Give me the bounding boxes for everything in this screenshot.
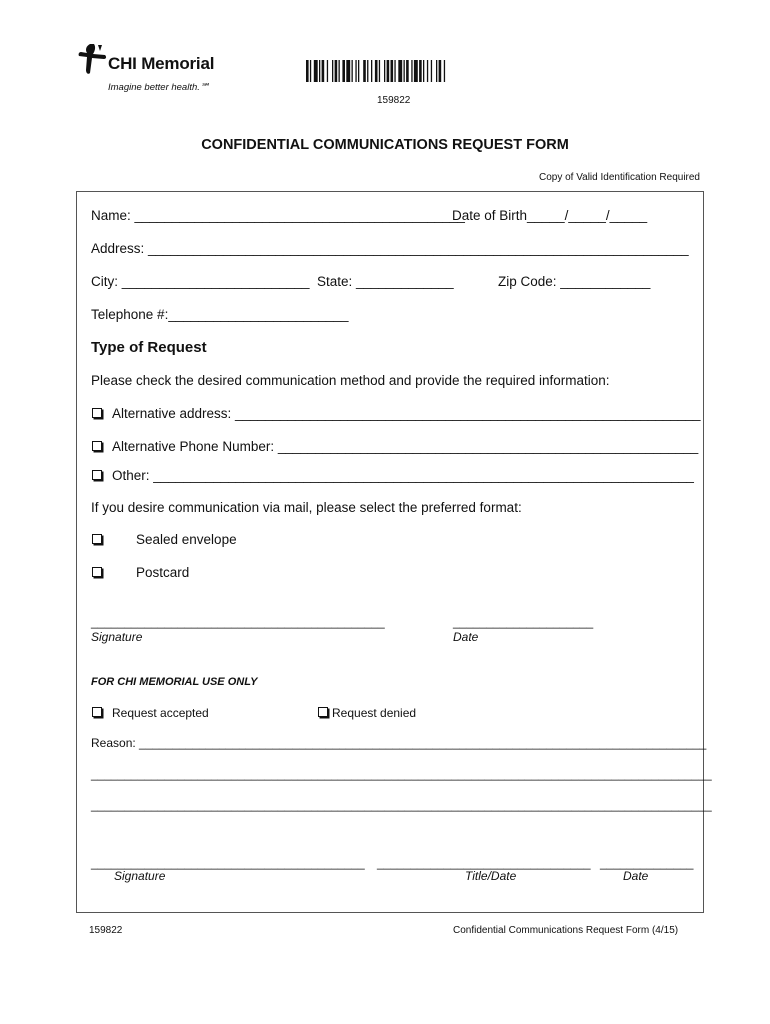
alt-address-option[interactable]: [92, 406, 701, 421]
type-of-request-heading: Type of Request: [91, 339, 207, 356]
barcode-bar: [346, 60, 350, 82]
mail-format-instruction: If you desire communication via mail, please select the preferred format:: [91, 500, 522, 515]
request-accepted-checkbox[interactable]: [92, 707, 102, 717]
barcode-bar: [411, 60, 412, 82]
state-field[interactable]: State: _____________: [317, 274, 454, 289]
postcard-checkbox[interactable]: [92, 567, 102, 577]
barcode-bar: [367, 60, 368, 82]
sealed-envelope-label: Sealed envelope: [136, 532, 237, 547]
office-title-date-label: Title/Date: [465, 869, 517, 883]
alt-address-checkbox[interactable]: [92, 408, 102, 418]
footer-form-name: Confidential Communications Request Form (4/15): [453, 925, 679, 936]
other-label: Other: ________________________________________________________________________: [112, 468, 694, 483]
postcard-label: Postcard: [136, 565, 190, 580]
city-field[interactable]: City: _________________________: [91, 274, 310, 289]
office-title-date-line[interactable]: ________________________________: [377, 856, 591, 870]
office-signature-label: Signature: [114, 869, 166, 883]
barcode-bar: [310, 60, 311, 82]
barcode-bar: [379, 60, 380, 82]
barcode-number: 159822: [377, 95, 411, 106]
request-instruction: Please check the desired communication method and provide the required information:: [91, 373, 610, 388]
barcode-bar: [327, 60, 328, 82]
id-required-note: Copy of Valid Identification Required: [538, 172, 700, 183]
barcode-bar: [423, 60, 424, 82]
office-signature-line[interactable]: _________________________________________: [91, 856, 365, 870]
office-use-heading: FOR CHI MEMORIAL USE ONLY: [91, 676, 258, 688]
postcard-option[interactable]: [92, 565, 189, 580]
barcode-bar: [314, 60, 318, 82]
barcode-bar: [375, 60, 378, 82]
other-option[interactable]: [92, 468, 694, 483]
request-accepted-label: Request accepted: [112, 706, 209, 720]
barcode-bar: [342, 60, 345, 82]
barcode-bar: [406, 60, 409, 82]
reason-line-3[interactable]: _____________________________________________________________________________________________: [91, 798, 712, 812]
footer-form-number: 159822: [89, 925, 123, 936]
alt-phone-checkbox[interactable]: [92, 441, 102, 451]
barcode-bar: [391, 60, 394, 82]
barcode: [306, 60, 500, 82]
alt-address-label: Alternative address: ______________________________________________________________: [112, 406, 701, 421]
signature-line[interactable]: ____________________________________________: [91, 615, 385, 629]
logo-text: CHI Memorial: [108, 54, 215, 73]
barcode-bar: [332, 60, 333, 82]
barcode-bar: [384, 60, 385, 82]
signature-date-label: Date: [453, 630, 479, 644]
telephone-field[interactable]: Telephone #:________________________: [91, 307, 349, 322]
barcode-bar: [431, 60, 432, 82]
office-date-label: Date: [623, 869, 649, 883]
office-date-line[interactable]: ______________: [600, 856, 694, 870]
chi-cross-logo-icon: [78, 42, 108, 76]
reason-line-2[interactable]: _____________________________________________________________________________________________: [91, 767, 712, 781]
request-denied-checkbox[interactable]: [318, 707, 328, 717]
barcode-bar: [444, 60, 445, 82]
barcode-bar: [322, 60, 325, 82]
logo-tagline: Imagine better health.℠: [108, 82, 210, 93]
barcode-bar: [339, 60, 340, 82]
sealed-envelope-checkbox[interactable]: [92, 534, 102, 544]
signature-date-line[interactable]: _____________________: [453, 615, 594, 629]
barcode-bar: [358, 60, 359, 82]
barcode-bar: [352, 60, 353, 82]
barcode-bar: [427, 60, 428, 82]
barcode-bar: [363, 60, 366, 82]
request-accepted-option[interactable]: [92, 706, 209, 720]
barcode-bar: [394, 60, 395, 82]
barcode-bar: [436, 60, 437, 82]
barcode-bar: [319, 60, 320, 82]
barcode-bar: [387, 60, 390, 82]
signature-label: Signature: [91, 630, 143, 644]
barcode-bar: [414, 60, 418, 82]
name-field[interactable]: Name: ____________________________________________: [91, 208, 465, 223]
barcode-bar: [398, 60, 402, 82]
date-of-birth-field[interactable]: Date of Birth_____/_____/_____: [452, 208, 648, 223]
address-field[interactable]: Address: ________________________________________________________________________: [91, 241, 689, 256]
chi-memorial-logo: [78, 42, 248, 98]
barcode-bar: [439, 60, 442, 82]
barcode-bar: [419, 60, 422, 82]
reason-field[interactable]: Reason: _____________________________________________________________________________________: [91, 736, 707, 750]
sealed-envelope-option[interactable]: [92, 532, 237, 547]
alt-phone-label: Alternative Phone Number: ________________________________________________________: [112, 439, 699, 454]
barcode-bar: [355, 60, 356, 82]
zip-code-field[interactable]: Zip Code: ____________: [498, 274, 651, 289]
barcode-bar: [306, 60, 309, 82]
page-title: CONFIDENTIAL COMMUNICATIONS REQUEST FORM: [201, 137, 569, 153]
request-denied-option[interactable]: [318, 706, 416, 720]
alt-phone-option[interactable]: [92, 439, 698, 454]
barcode-bar: [404, 60, 405, 82]
barcode-bar: [371, 60, 372, 82]
other-checkbox[interactable]: [92, 470, 102, 480]
barcode-bar: [335, 60, 338, 82]
request-denied-label: Request denied: [332, 706, 417, 720]
